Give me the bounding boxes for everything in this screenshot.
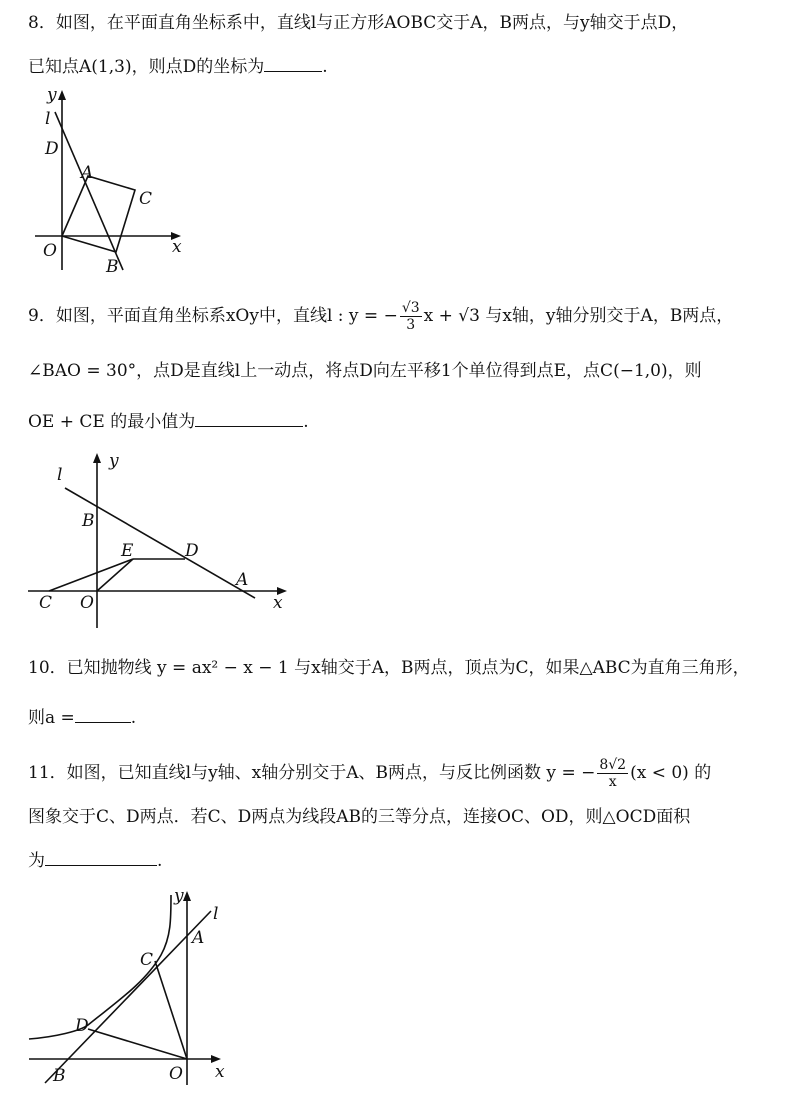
- q11-frac-den: x: [608, 774, 617, 790]
- q11-label-x: x: [215, 1062, 225, 1082]
- q9-end: .: [303, 412, 309, 432]
- q8-line-l: [55, 112, 123, 270]
- q9-y-arrow: [93, 453, 101, 463]
- q8-label-l: l: [45, 109, 51, 129]
- q11-prefix: 11．如图，已知直线l与y轴、x轴分别交于A、B两点，与反比例函数 y = −: [28, 763, 596, 783]
- q11-label-D: D: [75, 1016, 89, 1036]
- q9-label-O: O: [80, 593, 94, 613]
- q9-label-C: C: [39, 593, 53, 613]
- q8-label-A: A: [81, 163, 94, 183]
- q11-label-B: B: [53, 1066, 66, 1086]
- q8-figure: [25, 85, 200, 278]
- q9-label-x: x: [273, 593, 283, 613]
- q8-label-B: B: [106, 257, 119, 277]
- q11-label-C: C: [140, 950, 154, 970]
- q11-end: .: [157, 851, 163, 871]
- q9-segment-OE: [97, 559, 133, 591]
- q8-line1: 8．如图，在平面直角坐标系中，直线l与正方形AOBC交于A，B两点，与y轴交于点D，: [28, 13, 689, 33]
- q9-label-l: l: [57, 465, 63, 485]
- q9-line1: [28, 300, 733, 333]
- q9-answer-blank: [195, 410, 303, 427]
- q9-line3-text: OE + CE 的最小值为: [28, 412, 196, 432]
- q10-line2: [28, 706, 136, 729]
- q11-y-arrow: [183, 891, 191, 901]
- q9-line-l: [65, 488, 255, 598]
- q8-label-C: C: [139, 189, 153, 209]
- q8-label-O: O: [43, 241, 57, 261]
- q11-figure: [25, 885, 240, 1090]
- q8-label-y: y: [47, 85, 57, 105]
- q8-y-arrow: [58, 90, 66, 100]
- q11-answer-blank: [45, 849, 157, 866]
- q9-label-y: y: [109, 451, 119, 471]
- q9-fraction: [400, 300, 422, 333]
- q10-answer-blank: [75, 706, 131, 723]
- q9-line2: ∠BAO = 30°，点D是直线l上一动点，将点D向左平移1个单位得到点E，点C(−1,0)，则: [28, 361, 702, 381]
- q9-label-E: E: [121, 541, 134, 561]
- q11-line3-text: 为: [28, 851, 45, 871]
- q9-figure: [25, 450, 295, 630]
- q11-frac-num: 8√2: [599, 757, 627, 773]
- q9-segment-CE: [49, 559, 133, 591]
- q8-line2: [28, 55, 328, 78]
- q9-frac-num: √3: [401, 300, 420, 316]
- q9-frac-den: 3: [406, 317, 416, 333]
- q11-label-l: l: [213, 904, 219, 924]
- q11-line3: [28, 849, 162, 872]
- q9-suffix: x + √3 与x轴，y轴分别交于A，B两点，: [423, 306, 734, 326]
- q11-segment-OC: [155, 961, 187, 1059]
- q11-label-O: O: [169, 1064, 183, 1084]
- q11-line1: [28, 757, 711, 790]
- q8-label-D: D: [45, 139, 59, 159]
- q10-line2-text: 则a =: [28, 708, 75, 728]
- q11-segment-OD: [88, 1029, 187, 1059]
- q9-prefix: 9．如图，平面直角坐标系xOy中，直线l : y = −: [28, 306, 398, 326]
- q8-label-x: x: [172, 237, 182, 257]
- q11-fraction: [597, 757, 628, 790]
- q11-line2: 图象交于C、D两点．若C、D两点为线段AB的三等分点，连接OC、OD，则△OCD面积: [28, 807, 691, 827]
- q10-end: .: [130, 708, 137, 728]
- q9-line3: [28, 410, 309, 433]
- q11-label-A: A: [192, 928, 205, 948]
- q9-label-A: A: [236, 570, 249, 590]
- q11-label-y: y: [174, 886, 184, 906]
- q8-line2-text: 已知点A(1,3)，则点D的坐标为: [28, 57, 265, 77]
- q9-label-D: D: [185, 541, 199, 561]
- q10-line1: 10．已知抛物线 y = ax² − x − 1 与x轴交于A，B两点，顶点为C，如果△ABC为直角三角形，: [28, 658, 750, 678]
- q9-label-B: B: [82, 511, 95, 531]
- q11-suffix: (x < 0) 的: [630, 763, 712, 783]
- q8-answer-blank: [264, 55, 322, 72]
- q8-end: .: [322, 57, 328, 77]
